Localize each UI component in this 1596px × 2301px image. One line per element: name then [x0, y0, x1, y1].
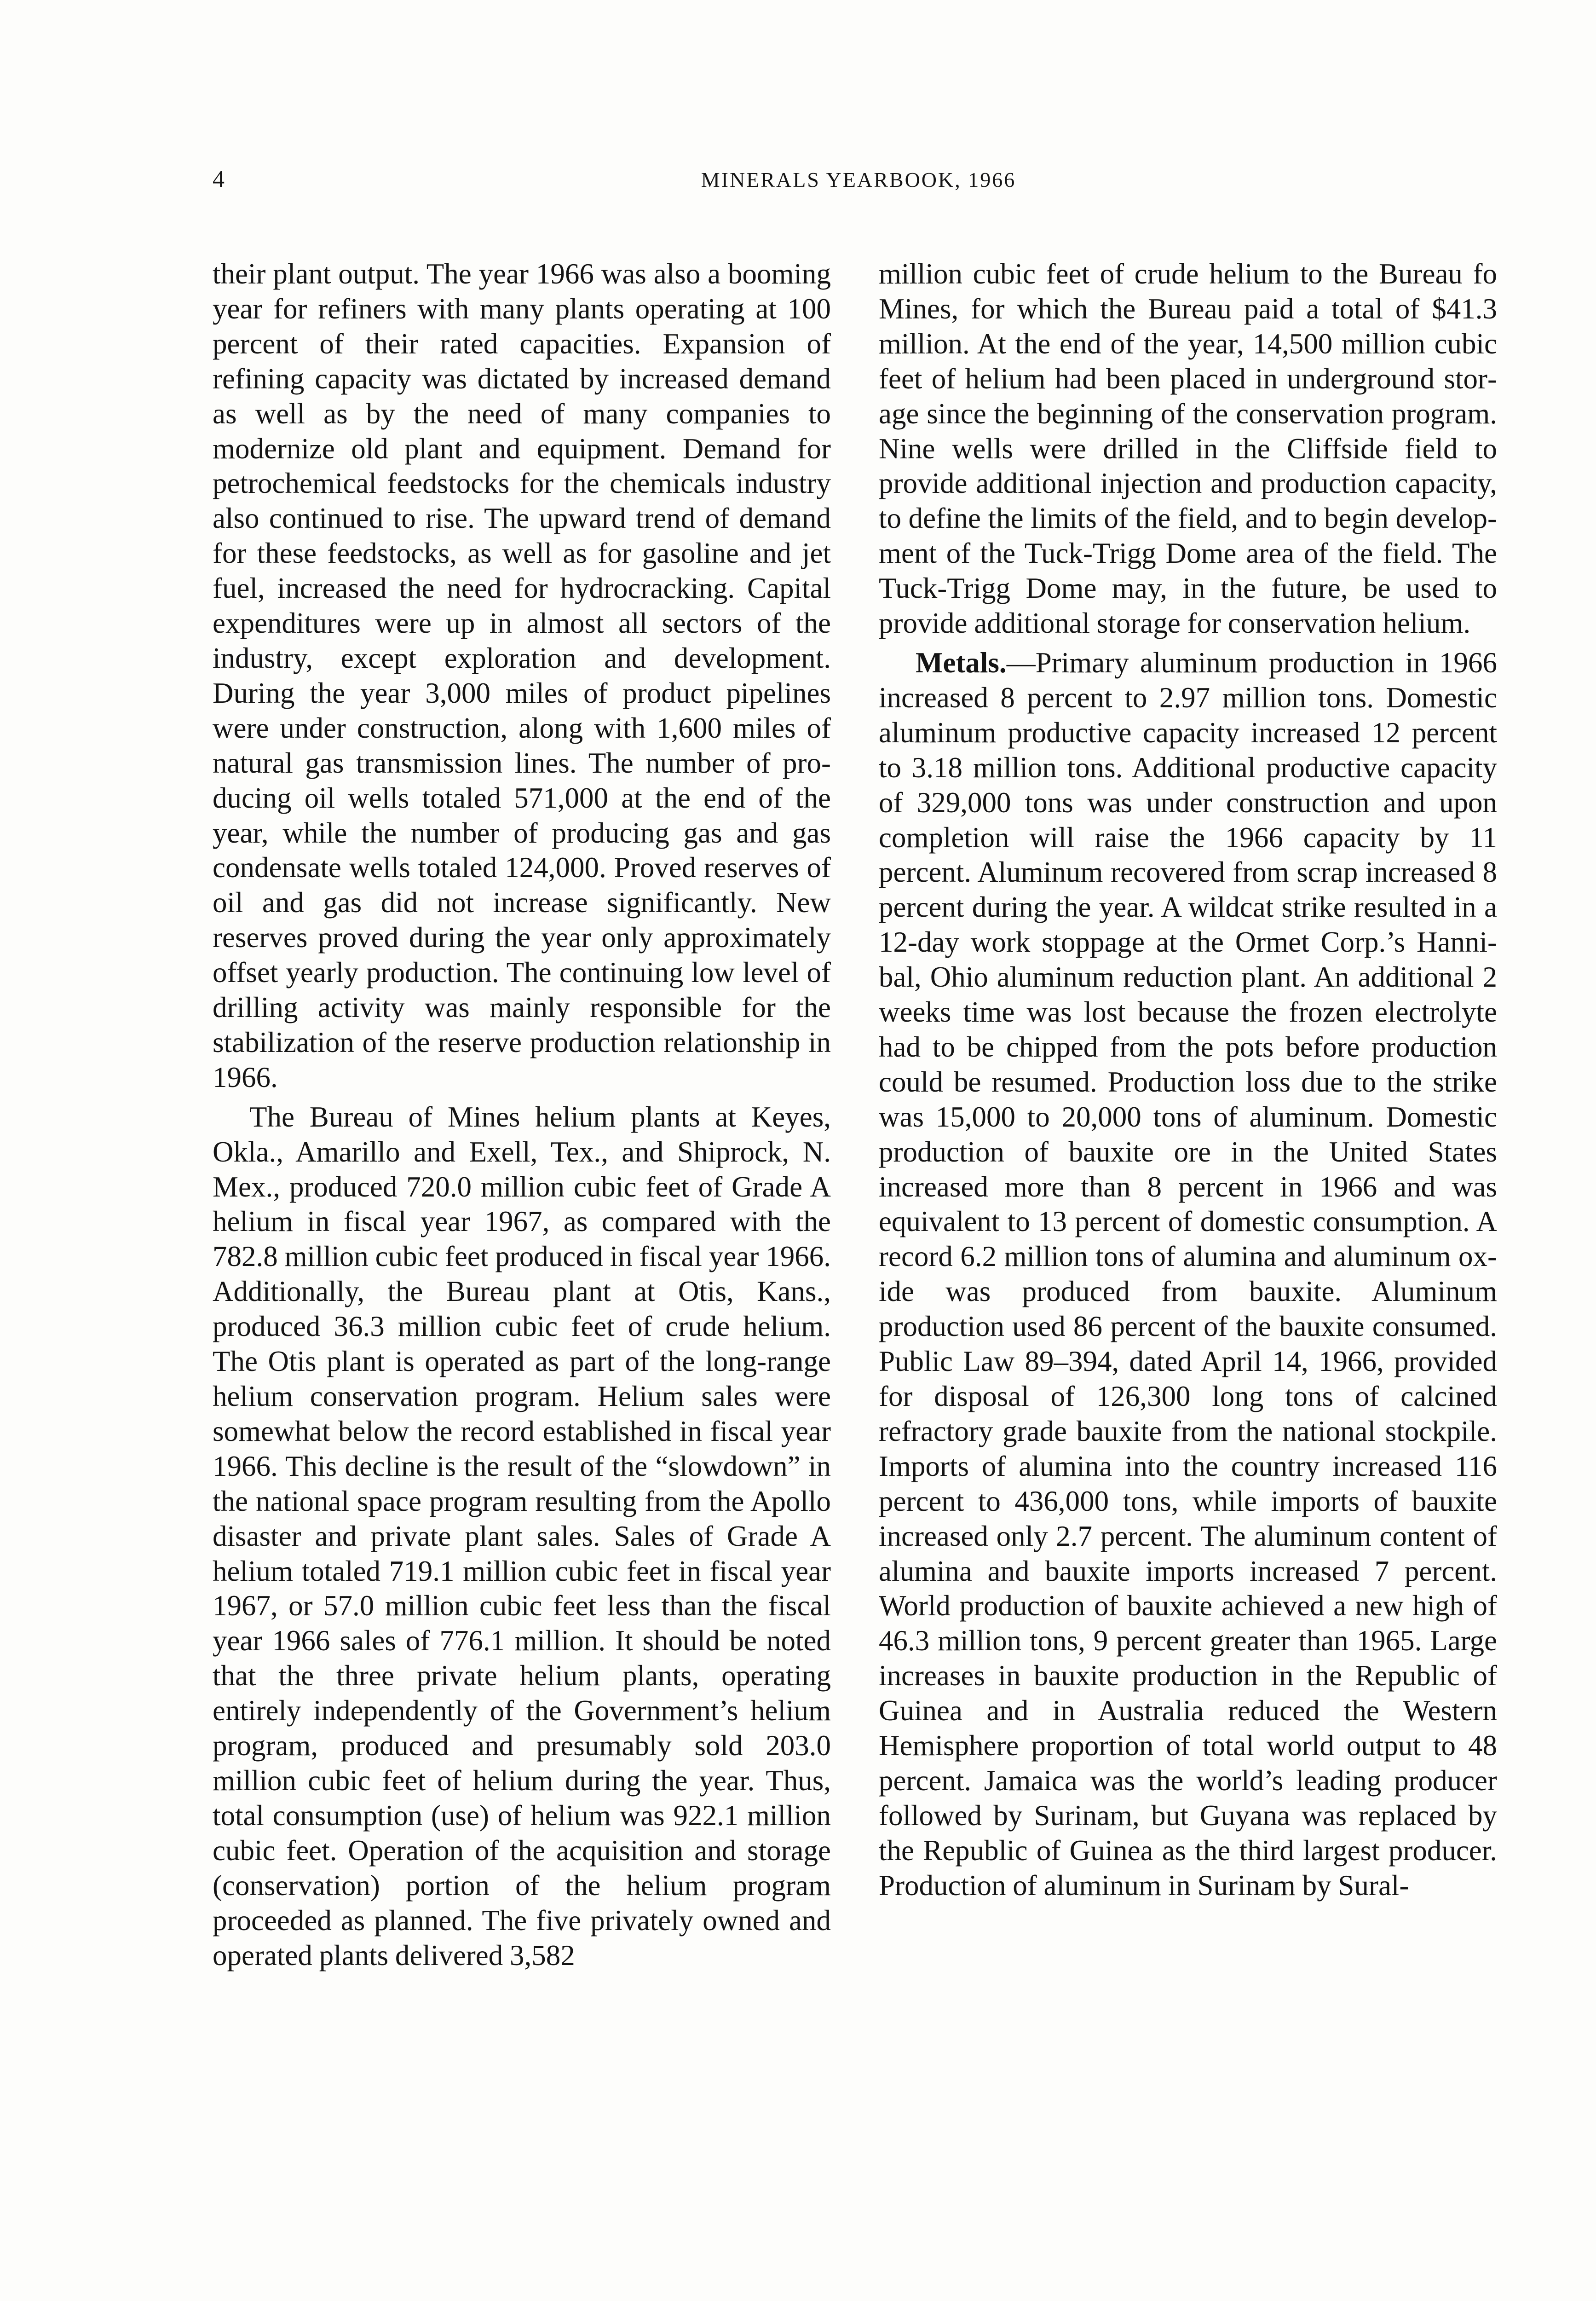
left-column [213, 257, 831, 1973]
paragraph-helium: The Bureau of Mines helium plants at Keyes, Okla., Amarillo and Exell, Tex., and Shiprock, N. Mex., produced 720.0 million cubic feet of Grade A helium in fiscal year 1967, as compared with the 782.8 million cubic feet produced in fiscal year 1966. Additionally, the Bureau plant at Otis, Kans., produced 36.3 million cubic feet of crude helium. The Otis plant is operated as part of the long-range helium conservation program. Helium sales were somewhat below the record established in fiscal year 1966. This decline is the result of the “slowdown” in the national space program resulting from the Apollo disaster and private plant sales. Sales of Grade A helium totaled 719.1 million cubic feet in fiscal year 1967, or 57.0 million cubic feet less than the fiscal year 1966 sales of 776.1 million. It should be noted that the three private helium plants, operating entirely independently of the Government’s helium program, produced and presumably sold 203.0 million cubic feet of helium during the year. Thus, total consumption (use) of helium was 922.1 million cubic feet. Operation of the acquisition and storage (conservation) portion of the helium program proceeded as planned. The five privately owned and operated plants delivered 3,582 [213, 1100, 831, 1971]
metals-body: —Primary aluminum production in 1966 increased 8 percent to 2.97 million tons. Domestic aluminum productive capacity increased 12 percent to 3.18 million tons. Additional productive capacity of 329,000 tons was under construction and upon completion will raise the 1966 capacity by 11 percent. Aluminum recovered from scrap increased 8 percent during the year. A wildcat strike resulted in a 12-day work stoppage at the Ormet Corp.’s Hannibal, Ohio aluminum reduction plant. An additional 2 weeks time was lost because the frozen electrolyte had to be chipped from the pots before production could be resumed. Production loss due to the strike was 15,000 to 20,000 tons of aluminum. Domestic production of bauxite ore in the United States increased more than 8 percent in 1966 and was equivalent to 13 percent of domestic consumption. A record 6.2 million tons of alumina and aluminum oxide was produced from bauxite. Aluminum production used 86 percent of the bauxite consumed. Public Law 89–394, dated April 14, 1966, provided for disposal of 126,300 long tons of calcined refractory grade bauxite from the national stockpile. Imports of alumina into the country increased 116 percent to 436,000 tons, while imports of bauxite increased only 2.7 percent. The aluminum content of alumina and bauxite imports increased 7 percent. World production of bauxite achieved a new high of 46.3 million tons, 9 percent greater than 1965. Large increases in bauxite production in the Republic of Guinea and in Australia reduced the Western Hemisphere proportion of total world output to 48 percent. Jamaica was the world’s leading producer followed by Surinam, but Guyana was replaced by the Republic of Guinea as the third largest producer. Production of aluminum in Surinam by Sural- [879, 646, 1497, 1902]
paragraph-metals [879, 646, 1497, 1903]
right-column [879, 257, 1497, 1903]
paragraph-helium-continued: million cubic feet of crude helium to the Bureau fo Mines, for which the Bureau paid a total of $41.3 million. At the end of the year, 14,500 million cubic feet of helium had been placed in underground storage since the beginning of the conservation program. Nine wells were drilled in the Cliffside field to provide additional injection and production capacity, to define the limits of the field, and to begin development of the Tuck-Trigg Dome area of the field. The Tuck-Trigg Dome may, in the future, be used to provide additional storage for conservation helium. [879, 258, 1497, 640]
paragraph-petroleum-continued: their plant output. The year 1966 was also a booming year for refiners with many plants operating at 100 percent of their rated capacities. Expansion of refining capacity was dictated by increased demand as well as by the need of many companies to modernize old plant and equipment. Demand for petrochemical feedstocks for the chemicals industry also continued to rise. The upward trend of demand for these feedstocks, as well as for gasoline and jet fuel, increased the need for hydrocracking. Capital expenditures were up in almost all sectors of the industry, except exploration and development. During the year 3,000 miles of product pipelines were under construction, along with 1,600 miles of natural gas transmission lines. The number of producing oil wells totaled 571,000 at the end of the year, while the number of producing gas and gas condensate wells totaled 124,000. Proved reserves of oil and gas did not increase significantly. New reserves proved during the year only approximately offset yearly production. The continuing low level of drilling activity was mainly responsible for the stabilization of the reserve production relationship in 1966. [213, 258, 831, 1093]
page-header [213, 166, 1504, 202]
page-number: 4 [213, 166, 225, 192]
metals-heading: Metals. [916, 646, 1007, 679]
running-title: MINERALS YEARBOOK, 1966 [701, 168, 1016, 191]
